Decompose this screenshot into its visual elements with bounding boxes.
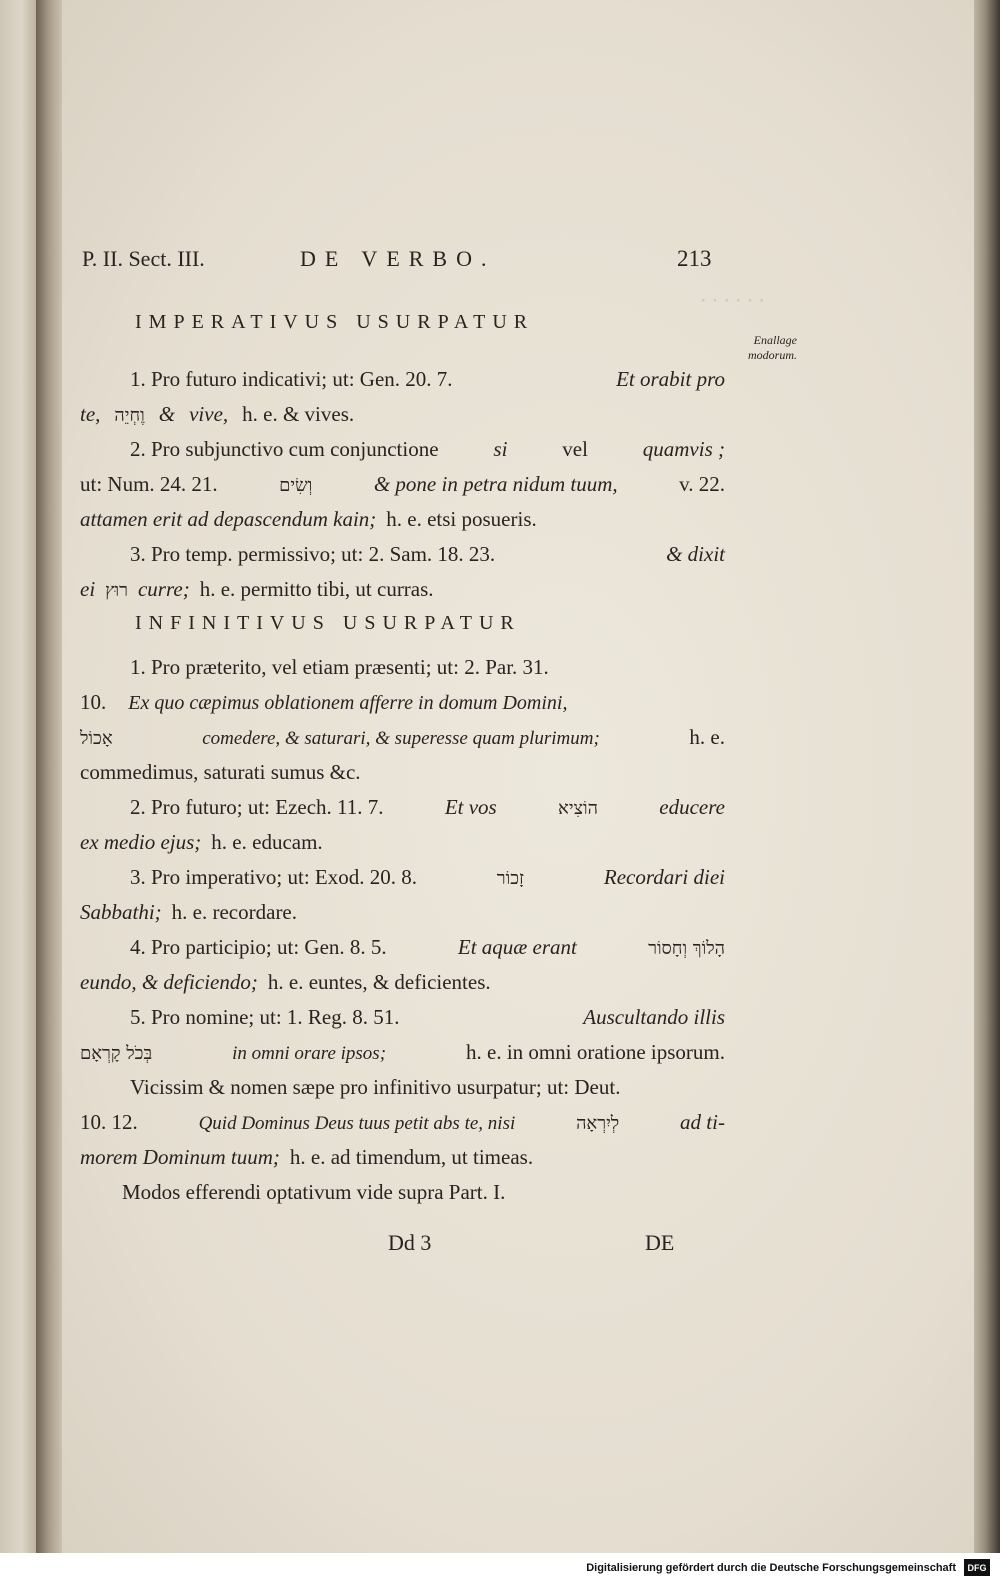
section-heading: INFINITIVUS USURPATUR — [135, 612, 521, 634]
text-line — [130, 1075, 725, 1099]
text-segment: & — [158, 402, 176, 426]
text-line — [130, 1005, 725, 1029]
text-segment: 3. Pro imperativo; ut: Exod. 20. 8. — [130, 865, 417, 889]
text-segment: ei — [80, 577, 96, 601]
text-segment: attamen erit ad depascendum kain; — [80, 507, 377, 531]
previous-page-edge — [0, 0, 36, 1553]
text-line — [130, 437, 725, 461]
text-segment: comedere, & saturari, & superesse quam plurimum; — [202, 728, 600, 749]
text-segment: 1. Pro futuro indicativi; ut: Gen. 20. 7. — [130, 367, 453, 391]
text-segment: eundo, & deficiendo; — [80, 970, 258, 994]
text-segment: 2. Pro subjunctivo cum conjunctione — [130, 437, 439, 461]
text-line — [80, 725, 725, 751]
text-segment: Modos efferendi optativum vide supra Part. I. — [122, 1180, 506, 1204]
hebrew-word: לְיִרְאָה — [576, 1113, 620, 1134]
text-segment: v. 22. — [679, 472, 725, 496]
text-segment: Auscultando illis — [583, 1005, 725, 1029]
text-line — [80, 577, 725, 603]
text-line — [80, 900, 725, 924]
text-line — [80, 1040, 725, 1066]
text-segment: ex medio ejus; — [80, 830, 202, 854]
footer-credit: Digitalisierung gefördert durch die Deutsche Forschungsgemeinschaft — [586, 1562, 956, 1574]
text-segment: Et orabit pro — [616, 367, 725, 391]
text-segment: h. e. — [689, 725, 725, 749]
text-segment: 5. Pro nomine; ut: 1. Reg. 8. 51. — [130, 1005, 400, 1029]
hebrew-word: הוֹצִיא — [558, 798, 598, 819]
margin-note-line: modorum. — [747, 348, 797, 362]
text-segment: quamvis ; — [642, 437, 725, 461]
text-segment: h. e. & vives. — [242, 402, 355, 426]
text-line — [80, 970, 725, 994]
page-stack-edge — [974, 0, 1000, 1553]
text-line — [80, 1145, 725, 1169]
text-segment: & pone in petra nidum tuum, — [373, 472, 618, 496]
text-segment: Ex quo cæpimus oblationem afferre in domum Domini, — [128, 692, 568, 714]
hebrew-word: רוּץ — [105, 580, 128, 601]
text-segment: vive, — [189, 402, 229, 426]
text-line — [80, 472, 725, 498]
text-segment: h. e. euntes, & deficientes. — [267, 970, 491, 994]
text-segment: h. e. educam. — [211, 830, 323, 854]
text-segment: 10. — [80, 690, 107, 714]
text-line — [130, 367, 725, 391]
hebrew-word: הָלוֹךְ וְחָסוֹר — [648, 938, 725, 959]
text-segment: h. e. in omni oratione ipsorum. — [466, 1040, 725, 1064]
text-segment: vel — [562, 437, 588, 461]
show-through-text: · · · · · · — [700, 290, 765, 312]
text-segment: 1. Pro præterito, vel etiam præsenti; ut: 2. Par. 31. — [130, 655, 549, 679]
text-segment: & dixit — [666, 542, 725, 566]
text-line — [130, 655, 725, 679]
text-line — [80, 507, 725, 531]
page-number: 213 — [677, 246, 712, 271]
text-line — [130, 542, 725, 566]
text-segment: h. e. recordare. — [171, 900, 298, 924]
text-segment: Et aquæ erant — [457, 935, 577, 959]
text-line — [122, 1180, 622, 1204]
margin-note-line: Enallage — [753, 333, 797, 347]
text-segment: commedimus, saturati sumus &c. — [80, 760, 361, 784]
hebrew-word: וֶחְיֵה — [114, 405, 145, 426]
text-segment: 4. Pro participio; ut: Gen. 8. 5. — [130, 935, 387, 959]
text-line — [130, 935, 725, 961]
text-segment: Et vos — [444, 795, 497, 819]
text-segment: h. e. etsi posueris. — [386, 507, 537, 531]
text-segment: curre; — [137, 577, 190, 601]
catchword: DE — [645, 1230, 675, 1255]
hebrew-word: וְשִׂים — [279, 475, 313, 496]
running-head-title: DE VERBO. — [300, 246, 496, 271]
text-segment: morem Dominum tuum; — [80, 1145, 280, 1169]
text-segment: te, — [80, 402, 101, 426]
text-line — [130, 795, 725, 821]
text-segment: in omni orare ipsos; — [232, 1043, 387, 1064]
text-segment: h. e. permitto tibi, ut curras. — [199, 577, 434, 601]
text-line — [80, 1110, 725, 1136]
text-line — [130, 865, 725, 891]
section-heading: IMPERATIVUS USURPATUR — [135, 311, 535, 333]
signature-mark: Dd 3 — [388, 1230, 432, 1255]
text-segment: Sabbathi; — [80, 900, 162, 924]
text-line — [80, 830, 725, 854]
text-segment: Quid Dominus Deus tuus petit abs te, nisi — [198, 1113, 516, 1134]
footer-bar — [0, 1553, 1000, 1583]
text-segment: ad ti- — [680, 1110, 725, 1134]
text-segment: h. e. ad timendum, ut timeas. — [289, 1145, 534, 1169]
hebrew-word: בְּכֹל קָרְאָם — [80, 1043, 153, 1064]
text-line — [80, 690, 725, 715]
text-segment: 3. Pro temp. permissivo; ut: 2. Sam. 18. 23. — [130, 542, 496, 566]
text-segment: ut: Num. 24. 21. — [80, 472, 218, 496]
text-segment: Vicissim & nomen sæpe pro infinitivo usurpatur; ut: Deut. — [130, 1075, 621, 1099]
text-segment: 2. Pro futuro; ut: Ezech. 11. 7. — [130, 795, 384, 819]
text-line — [80, 402, 725, 428]
text-segment: educere — [659, 795, 725, 819]
text-segment: Recordari diei — [603, 865, 725, 889]
running-head-left: P. II. Sect. III. — [82, 246, 205, 271]
margin-note — [735, 333, 797, 363]
hebrew-word: זָכוֹר — [496, 868, 525, 889]
text-segment: si — [493, 437, 508, 461]
dfg-logo: DFG — [964, 1559, 990, 1576]
text-line — [80, 760, 725, 784]
hebrew-word: אָכוֹל — [80, 728, 113, 749]
text-segment: 10. 12. — [80, 1110, 138, 1134]
